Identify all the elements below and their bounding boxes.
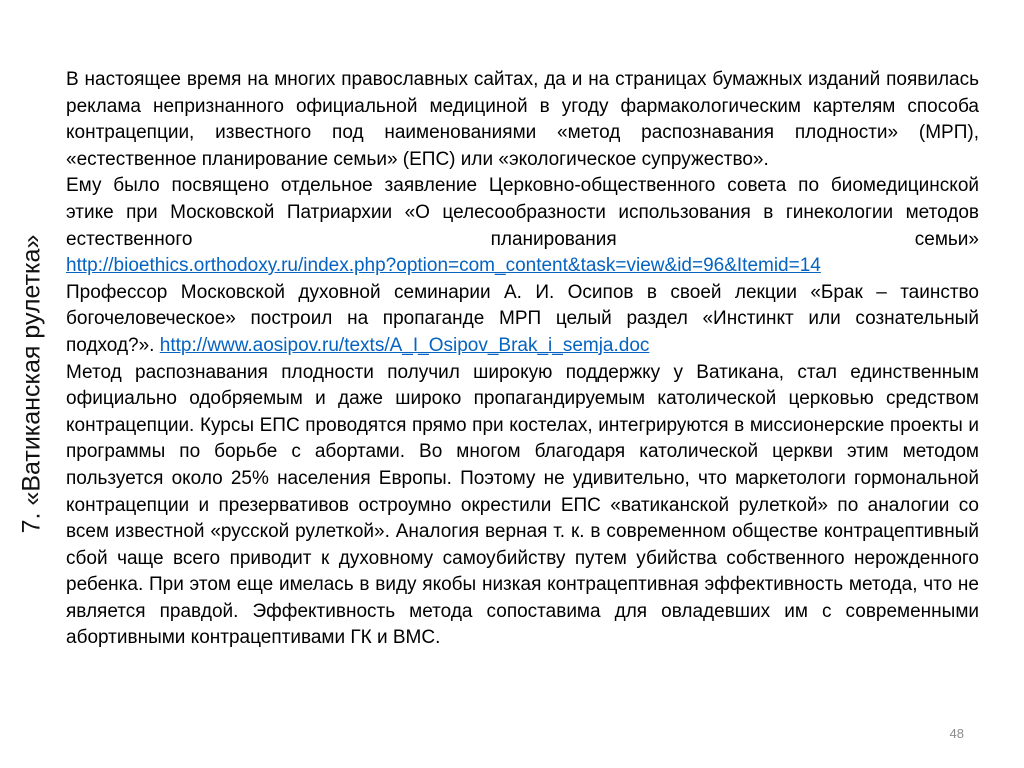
page-number: 48 <box>949 726 964 741</box>
paragraph-osipov-text: Профессор Московской духовной семинарии А. И. Осипов в своей лекции «Брак – таинство богочеловеческое» построил на пропаганде МРП целый раздел «Инстинкт или сознательный подход?». <box>66 281 979 356</box>
paragraph-intro: В настоящее время на многих православных сайтах, да и на страницах бумажных изданий появилась реклама непризнанного официальной медициной в угоду фармакологическим картелям способа контрацепции, известного под наименованиями «метод распознавания плодности» (МРП), «естественное планирование семьи» (ЕПС) или «экологическое супружество». <box>66 69 979 170</box>
paragraph-statement: Ему было посвящено отдельное заявление Церковно-общественного совета по биомедицинской этике при Московской Патриархии «О целесообразности использования в гинекологии методов естественного планирования семьи» <box>66 175 979 250</box>
paragraph-vatican: Метод распознавания плодности получил широкую поддержку у Ватикана, стал единственным официально одобряемым и даже широко пропагандируемым католической церковью средством контрацепции. Курсы ЕПС проводятся прямо при костелах, интегрируются в миссионерские проекты и программы по борьбе с абортами. Во многом благодаря католической церкви этим методом пользуется около 25% населения Европы. Поэтому не удивительно, что маркетологи гормональной контрацепции и презервативов остроумно окрестили ЕПС «ватиканской рулеткой» по аналогии со всем известной «русской рулеткой». Аналогия верная т. к. в современном обществе контрацептивный сбой чаще всего приводит к духовному самоубийству путем убийства собственного нерожденного ребенка. При этом еще имелась в виду якобы низкая контрацептивная эффективность метода, что не является правдой. Эффективность метода сопоставима для овладевших им с современными абортивными контрацептивами ГК и ВМС. <box>66 361 979 649</box>
paragraph-osipov <box>66 280 979 360</box>
slide-body <box>66 67 979 652</box>
slide-side-title: 7. «Ватиканская рулетка» <box>17 234 46 534</box>
bioethics-link[interactable]: http://bioethics.orthodoxy.ru/index.php?option=com_content&task=view&id=96&Itemid=14 <box>66 255 821 277</box>
paragraph-statement-link-line <box>66 253 979 280</box>
osipov-link[interactable]: http://www.aosipov.ru/texts/A_I_Osipov_Brak_i_semja.doc <box>159 334 650 356</box>
